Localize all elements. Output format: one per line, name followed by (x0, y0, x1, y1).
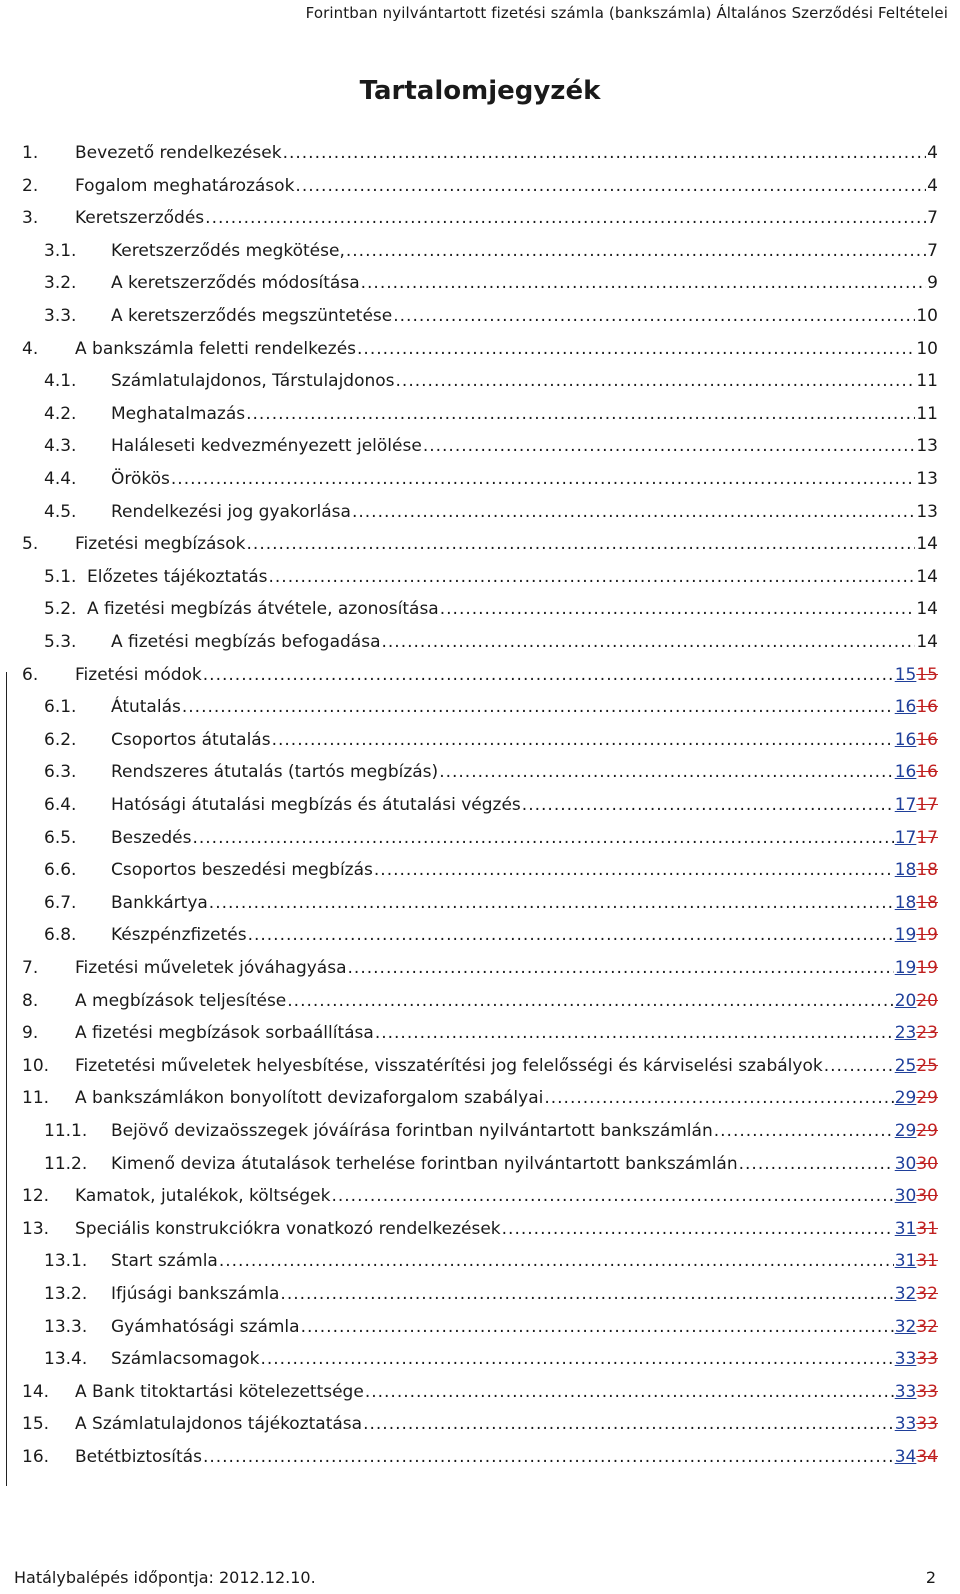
toc-entry-page[interactable]: 10 (916, 306, 938, 326)
toc-entry-label: Számlatulajdonos, Társtulajdonos (111, 371, 395, 392)
toc-entry-label: Előzetes tájékoztatás (87, 566, 268, 587)
page-number-inserted[interactable]: 20 (894, 990, 917, 1011)
page-number-deleted: 32 (916, 1316, 938, 1337)
page-number-inserted[interactable]: 17 (894, 827, 917, 848)
dot-leader (246, 402, 915, 426)
dot-leader (439, 760, 894, 784)
toc-entry-number: 6.6. (44, 860, 77, 881)
revision-change-bar (6, 672, 7, 1486)
toc-entry[interactable] (44, 760, 938, 790)
toc-entry[interactable] (44, 1119, 938, 1149)
page-number-deleted: 33 (916, 1349, 938, 1370)
toc-entry[interactable] (22, 1445, 938, 1475)
page-number-inserted[interactable]: 18 (894, 860, 917, 881)
page-number-inserted[interactable]: 34 (894, 1447, 917, 1467)
toc-entry-number: 3. (22, 208, 39, 229)
toc-entry-label: Rendszeres átutalás (tartós megbízás) (111, 762, 439, 783)
page-number-deleted: 17 (916, 795, 938, 815)
toc-entry-number: 13.2. (44, 1284, 88, 1304)
toc-entry-page[interactable] (895, 1249, 938, 1273)
toc-entry[interactable] (22, 1380, 938, 1410)
dot-leader (365, 1380, 894, 1404)
toc-entry-number: 6.3. (44, 762, 77, 783)
toc-entry-label: A megbízások teljesítése (75, 990, 287, 1011)
page-number-deleted: 33 (916, 1414, 938, 1435)
toc-entry-number: 15. (22, 1414, 50, 1435)
running-header: Forintban nyilvántartott fizetési számla (bankszámla) Általános Szerződési Feltételei (305, 4, 948, 22)
toc-entry[interactable] (22, 206, 938, 236)
footer-page-number: 2 (925, 1568, 936, 1587)
page-number-deleted: 25 (916, 1055, 938, 1076)
toc-entry-number: 6.2. (44, 729, 77, 750)
toc-entry[interactable] (22, 532, 938, 562)
page-number-deleted: 31 (916, 1218, 938, 1239)
toc-entry-number: 11.2. (44, 1153, 88, 1174)
toc-entry-number: 16. (22, 1447, 50, 1467)
page-number-deleted: 15 (916, 664, 938, 685)
dot-leader (382, 630, 916, 654)
page-number-inserted[interactable]: 15 (894, 664, 917, 685)
toc-entry-number: 4.1. (44, 371, 77, 392)
page-number-inserted[interactable]: 19 (894, 958, 917, 978)
dot-leader (171, 467, 915, 491)
page-number-deleted: 29 (916, 1088, 938, 1109)
toc-entry[interactable] (22, 337, 938, 367)
dot-leader (287, 989, 893, 1013)
footer-effective-date: Hatálybalépés időpontja: 2012.12.10. (14, 1568, 316, 1587)
toc-entry-page[interactable] (895, 1152, 938, 1176)
toc-entry-page[interactable]: 13 (916, 436, 938, 457)
page-title: Tartalomjegyzék (359, 76, 601, 106)
toc-entry-label: Betétbiztosítás (75, 1447, 202, 1467)
toc-entry[interactable] (44, 858, 938, 888)
page-number-inserted[interactable]: 31 (894, 1251, 917, 1272)
toc-entry-page[interactable] (895, 858, 938, 882)
toc-entry-page[interactable]: 4 (927, 143, 938, 163)
page-number-deleted: 18 (916, 892, 938, 913)
page-number-inserted[interactable]: 31 (894, 1218, 917, 1239)
toc-entry[interactable] (22, 1412, 938, 1442)
toc-entry[interactable] (44, 467, 938, 497)
toc-entry-label: Kimenő deviza átutalások terhelése forintban nyilvántartott bankszámlán (111, 1153, 738, 1174)
dot-leader (268, 565, 915, 589)
dot-leader (357, 337, 915, 361)
dot-leader (301, 1315, 894, 1339)
toc-entry-label: A keretszerződés módosítása (111, 273, 360, 294)
dot-leader (182, 695, 894, 719)
toc-entry-label: A bankszámlákon bonyolított devizaforgalom szabályai (75, 1088, 544, 1109)
toc-entry[interactable] (44, 239, 938, 269)
dot-leader (219, 1249, 894, 1273)
dot-leader (544, 1086, 893, 1110)
toc-entry[interactable] (22, 663, 938, 693)
page-number-inserted[interactable]: 16 (894, 762, 917, 783)
dot-leader (346, 239, 926, 263)
toc-entry-number: 6.5. (44, 827, 77, 848)
page-number-inserted[interactable]: 23 (894, 1023, 917, 1044)
toc-entry-number: 10. (22, 1055, 50, 1076)
toc-entry-label: Meghatalmazás (111, 403, 246, 424)
toc-entry[interactable] (44, 728, 938, 758)
toc-entry-number: 13.4. (44, 1349, 88, 1370)
toc-entry-label: A fizetési megbízás átvétele, azonosítása (87, 599, 439, 620)
dot-leader (502, 1217, 894, 1241)
toc-entry-label: A keretszerződés megszüntetése (111, 306, 393, 326)
page-number-inserted[interactable]: 29 (894, 1088, 917, 1109)
toc-entry-label: Beszedés (111, 827, 192, 848)
dot-leader (260, 1347, 893, 1371)
page-number-inserted[interactable]: 17 (894, 795, 917, 815)
toc-entry-label: Start számla (111, 1251, 218, 1272)
dot-leader (295, 174, 926, 198)
toc-entry-page[interactable]: 4 (927, 175, 938, 196)
toc-entry-page[interactable] (895, 1282, 938, 1306)
toc-entry[interactable] (44, 597, 938, 627)
toc-entry-number: 3.3. (44, 306, 77, 326)
page-number-deleted: 19 (916, 925, 938, 946)
toc-entry-label: Ifjúsági bankszámla (111, 1284, 280, 1304)
toc-entry-label: Haláleseti kedvezményezett jelölése (111, 436, 422, 457)
toc-entry-label: A bankszámla feletti rendelkezés (75, 338, 357, 359)
toc-entry-number: 6.1. (44, 697, 77, 718)
toc-entry-number: 11. (22, 1088, 50, 1109)
dot-leader (248, 923, 894, 947)
dot-leader (209, 891, 894, 915)
toc-entry-page[interactable] (895, 956, 938, 980)
toc-entry-label: Örökös (111, 469, 170, 489)
page-number-deleted: 23 (916, 1023, 938, 1044)
toc-entry-number: 3.1. (44, 240, 77, 261)
dot-leader (361, 271, 927, 295)
toc-entry-label: Fizetési megbízások (75, 534, 246, 555)
toc-entry[interactable] (44, 500, 938, 530)
toc-entry[interactable] (22, 989, 938, 1019)
toc-entry-number: 4.3. (44, 436, 77, 457)
dot-leader (423, 434, 916, 458)
dot-leader (247, 532, 916, 556)
toc-entry-number: 12. (22, 1186, 50, 1207)
page-number-deleted: 32 (916, 1284, 938, 1304)
toc-entry-label: Átutalás (111, 697, 181, 718)
page-number-inserted[interactable]: 32 (894, 1284, 917, 1304)
toc-entry-page[interactable] (895, 1086, 938, 1110)
dot-leader (739, 1152, 894, 1176)
toc-entry-page[interactable] (895, 1380, 938, 1404)
dot-leader (352, 500, 915, 524)
toc-entry-page[interactable] (895, 663, 938, 687)
toc-entry-label: A fizetési megbízás befogadása (111, 632, 381, 652)
toc-entry-number: 6.7. (44, 892, 77, 913)
page-number-inserted[interactable]: 33 (894, 1349, 917, 1370)
page-number-deleted: 29 (916, 1121, 938, 1141)
toc-entry[interactable] (44, 1152, 938, 1182)
page-number-inserted[interactable]: 32 (894, 1316, 917, 1337)
dot-leader (192, 826, 893, 850)
toc-entry-label: Gyámhatósági számla (111, 1316, 300, 1337)
dot-leader (348, 956, 894, 980)
toc-entry[interactable] (22, 141, 938, 171)
dot-leader (522, 793, 894, 817)
toc-entry[interactable] (44, 1249, 938, 1279)
toc-entry-page[interactable] (895, 1412, 938, 1436)
toc-entry-label: Fizetési módok (75, 664, 202, 685)
toc-entry-number: 13.1. (44, 1251, 88, 1272)
toc-entry-page[interactable] (895, 760, 938, 784)
page-number-inserted[interactable]: 33 (894, 1414, 917, 1435)
toc-entry[interactable] (44, 271, 938, 301)
toc-entry[interactable] (44, 923, 938, 953)
page-number-inserted[interactable]: 29 (894, 1121, 917, 1141)
toc-entry[interactable] (44, 793, 938, 823)
dot-leader (283, 141, 927, 165)
toc-entry[interactable] (44, 434, 938, 464)
toc-entry-label: Kamatok, jutalékok, költségek (75, 1186, 331, 1207)
page-number-deleted: 16 (916, 762, 938, 783)
toc-entry[interactable] (44, 891, 938, 921)
toc-entry-page[interactable] (895, 891, 938, 915)
toc-entry-page[interactable]: 9 (927, 273, 938, 294)
toc-entry-page[interactable] (895, 989, 938, 1013)
dot-leader (272, 728, 894, 752)
toc-entry-label: Keretszerződés megkötése, (111, 240, 345, 261)
page-number-deleted: 18 (916, 860, 938, 881)
toc-entry[interactable] (44, 1315, 938, 1345)
toc-entry-label: Fizetési műveletek jóváhagyása (75, 958, 347, 978)
page-number-inserted[interactable]: 18 (894, 892, 917, 913)
dot-leader (396, 369, 916, 393)
toc-entry-page[interactable] (895, 1347, 938, 1371)
page-number-inserted[interactable]: 30 (894, 1186, 917, 1207)
page-number-deleted: 31 (916, 1251, 938, 1272)
toc-entry[interactable] (44, 1282, 938, 1312)
dot-leader (203, 1445, 894, 1469)
toc-entry-page[interactable]: 10 (916, 338, 938, 359)
toc-entry-number: 5.2. (44, 599, 77, 620)
toc-entry-label: A Számlatulajdonos tájékoztatása (75, 1414, 363, 1435)
toc-entry-page[interactable] (895, 1445, 938, 1469)
page-number-inserted[interactable]: 19 (894, 925, 917, 946)
toc-entry[interactable] (44, 304, 938, 334)
toc-entry-page[interactable]: 14 (916, 599, 938, 620)
toc-entry[interactable] (22, 1217, 938, 1247)
toc-entry-number: 6. (22, 664, 39, 685)
toc-entry[interactable] (22, 1086, 938, 1116)
toc-entry-number: 9. (22, 1023, 39, 1044)
page-number-inserted[interactable]: 30 (894, 1153, 917, 1174)
dot-leader (714, 1119, 894, 1143)
toc-entry-label: Hatósági átutalási megbízás és átutalási végzés (111, 795, 521, 815)
toc-entry-label: Speciális konstrukciókra vonatkozó rendelkezések (75, 1218, 501, 1239)
toc-entry[interactable] (44, 369, 938, 399)
toc-entry-label: Keretszerződés (75, 208, 205, 229)
page-number-deleted: 33 (916, 1381, 938, 1402)
toc-entry-label: A fizetési megbízások sorbaállítása (75, 1023, 374, 1044)
toc-entry-page[interactable] (895, 1315, 938, 1339)
toc-entry-number: 5.3. (44, 632, 77, 652)
toc-entry-label: Csoportos beszedési megbízás (111, 860, 373, 881)
page-number-deleted: 30 (916, 1186, 938, 1207)
page-number-deleted: 20 (916, 990, 938, 1011)
toc-entry-page[interactable]: 14 (916, 632, 938, 652)
page-number-deleted: 16 (916, 697, 938, 718)
page-number-inserted[interactable]: 25 (894, 1055, 917, 1076)
toc-entry-page[interactable] (895, 923, 938, 947)
toc-entry-number: 5. (22, 534, 39, 555)
toc-entry-page[interactable]: 14 (916, 566, 938, 587)
page-number-deleted: 19 (916, 958, 938, 978)
toc-entry[interactable] (44, 630, 938, 660)
toc-entry-label: Bejövő devizaösszegek jóváírása forintban nyilvántartott bankszámlán (111, 1121, 713, 1141)
toc-entry-number: 8. (22, 990, 39, 1011)
page-number-inserted[interactable]: 16 (894, 729, 917, 750)
toc-entry-number: 4. (22, 338, 39, 359)
toc-entry-label: Bevezető rendelkezések (75, 143, 282, 163)
toc-entry-number: 14. (22, 1381, 50, 1402)
toc-entry-number: 11.1. (44, 1121, 88, 1141)
toc-entry-page[interactable]: 11 (916, 371, 938, 392)
toc-entry-page[interactable] (895, 1119, 938, 1143)
toc-entry-page[interactable] (895, 1054, 938, 1078)
dot-leader (375, 1021, 894, 1045)
dot-leader (393, 304, 915, 328)
dot-leader (203, 663, 894, 687)
toc-entry-page[interactable] (895, 826, 938, 850)
toc-entry[interactable] (44, 826, 938, 856)
toc-entry[interactable] (22, 1021, 938, 1051)
dot-leader (440, 597, 916, 621)
toc-entry-label: Fizetetési műveletek helyesbítése, visszatérítési jog felelősségi és kárviselési szabályok (75, 1055, 823, 1076)
toc-entry-number: 13. (22, 1218, 50, 1239)
toc-entry-number: 1. (22, 143, 39, 163)
toc-entry-page[interactable]: 13 (916, 469, 938, 489)
toc-entry-page[interactable] (895, 1184, 938, 1208)
toc-entry[interactable] (22, 1184, 938, 1214)
toc-entry[interactable] (44, 1347, 938, 1377)
page-number-deleted: 17 (916, 827, 938, 848)
toc-entry-label: Számlacsomagok (111, 1349, 260, 1370)
toc-entry[interactable] (22, 174, 938, 204)
toc-entry-number: 6.8. (44, 925, 77, 946)
toc-entry-number: 5.1. (44, 566, 77, 587)
toc-entry[interactable] (44, 565, 938, 595)
toc-entry-number: 13.3. (44, 1316, 88, 1337)
toc-entry-label: Készpénzfizetés (111, 925, 247, 946)
toc-entry-page[interactable]: 11 (916, 403, 938, 424)
toc-entry-number: 6.4. (44, 795, 77, 815)
page-number-inserted[interactable]: 33 (894, 1381, 917, 1402)
dot-leader (363, 1412, 894, 1436)
page-number-deleted: 16 (916, 729, 938, 750)
toc-entry-page[interactable] (895, 695, 938, 719)
toc-entry[interactable] (22, 1054, 938, 1084)
toc-entry-page[interactable] (895, 1021, 938, 1045)
toc-entry-number: 7. (22, 958, 39, 978)
toc-entry-page[interactable]: 14 (916, 534, 938, 555)
toc-entry-label: Rendelkezési jog gyakorlása (111, 501, 351, 522)
page-number-deleted: 34 (916, 1447, 938, 1467)
toc-entry-page[interactable] (895, 728, 938, 752)
toc-entry[interactable] (44, 402, 938, 432)
toc-entry-number: 3.2. (44, 273, 77, 294)
dot-leader (824, 1054, 894, 1078)
toc-entry-page[interactable] (895, 793, 938, 817)
toc-entry-page[interactable]: 7 (927, 208, 938, 229)
dot-leader (374, 858, 894, 882)
toc-entry-number: 4.2. (44, 403, 77, 424)
toc-entry[interactable] (22, 956, 938, 986)
toc-entry-page[interactable]: 7 (927, 240, 938, 261)
page-number-deleted: 30 (916, 1153, 938, 1174)
toc-entry-page[interactable] (895, 1217, 938, 1241)
toc-entry-label: Bankkártya (111, 892, 208, 913)
toc-entry-label: Fogalom meghatározások (75, 175, 295, 196)
dot-leader (331, 1184, 893, 1208)
toc-entry-number: 4.5. (44, 501, 77, 522)
page-number-inserted[interactable]: 16 (894, 697, 917, 718)
toc-entry-label: Csoportos átutalás (111, 729, 271, 750)
toc-entry-label: A Bank titoktartási kötelezettsége (75, 1381, 364, 1402)
toc-entry-number: 2. (22, 175, 39, 196)
toc-entry-page[interactable]: 13 (916, 501, 938, 522)
toc-entry[interactable] (44, 695, 938, 725)
dot-leader (205, 206, 926, 230)
dot-leader (280, 1282, 893, 1306)
toc-entry-number: 4.4. (44, 469, 77, 489)
